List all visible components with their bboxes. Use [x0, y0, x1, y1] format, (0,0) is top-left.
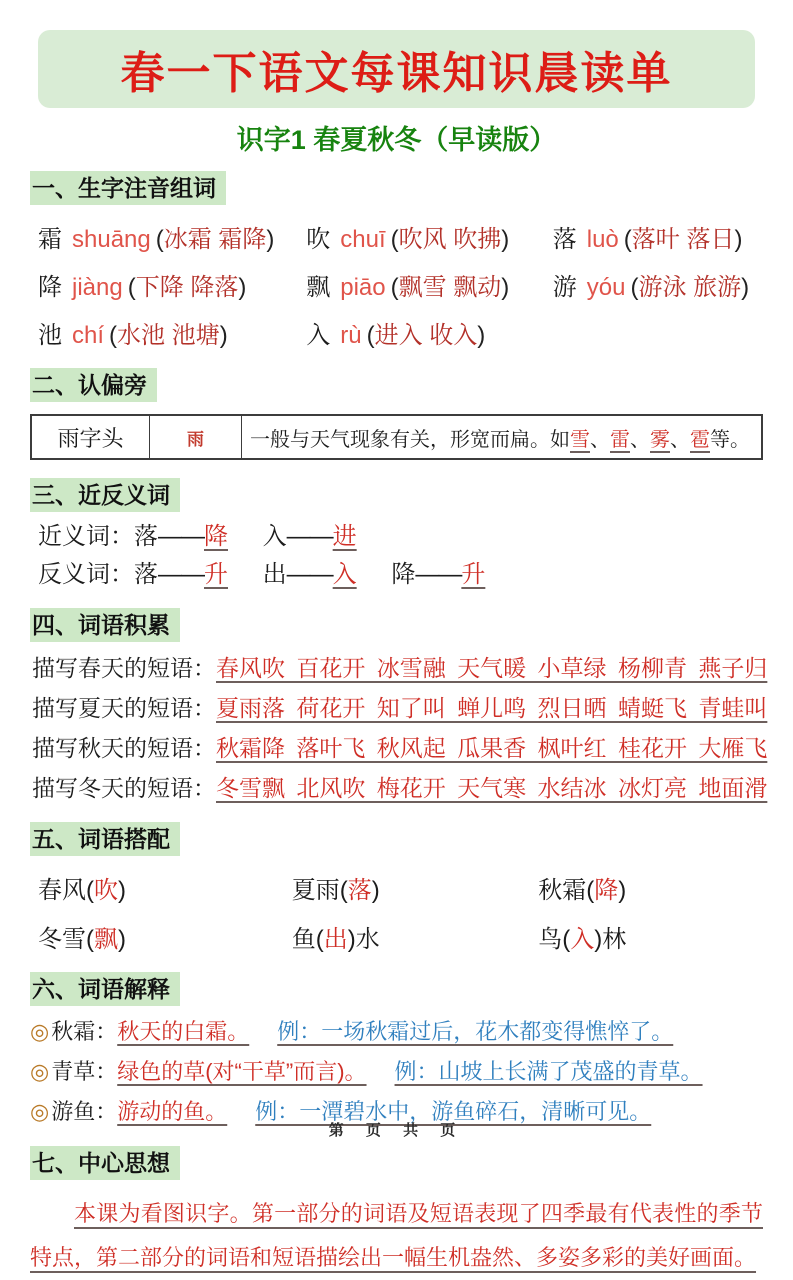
separator: 、: [590, 428, 610, 451]
word-group: 游泳 旅游: [638, 274, 742, 301]
phrase-label: 描写春天的短语：: [32, 655, 216, 681]
double-circle-bullet-icon: ◎: [30, 1019, 50, 1044]
pinyin-entry: [306, 315, 553, 350]
phrase-row-spring: [32, 648, 768, 688]
word-pair: [391, 561, 485, 588]
radical-description-cell: [242, 416, 761, 458]
collocation-pre: 鱼(: [291, 926, 324, 953]
phrase-list: 夏雨落 荷花开 知了叫 蝉儿鸣 烈日晒 蜻蜓飞 青蛙叫: [216, 695, 768, 721]
section-heading-collocation: 五、词语搭配: [30, 822, 180, 856]
collocation-pre: 夏雨(: [291, 877, 348, 904]
synonym-row: [38, 518, 763, 556]
phrase-list: 春风吹 百花开 冰雪融 天气暖 小草绿 杨柳青 燕子归: [216, 655, 768, 681]
pinyin: luò: [586, 226, 619, 253]
collocation-item: [538, 870, 763, 905]
collocation-post: )林: [594, 926, 627, 953]
hanzi: 降: [38, 274, 62, 301]
phrase-list: 冬雪飘 北风吹 梅花开 天气寒 水结冰 冰灯亮 地面滑: [216, 775, 768, 801]
radical-desc-prefix: 一般与天气现象有关，形宽而扁。如: [250, 428, 570, 451]
collocation-answer: 降: [594, 877, 619, 904]
phrase-row-summer: [32, 688, 768, 728]
pinyin-entry: [306, 219, 553, 254]
definition-text: 游动的鱼。: [117, 1099, 228, 1124]
collocation-pre: 冬雪(: [38, 926, 94, 953]
definition-item: [30, 1052, 763, 1092]
collocation-answer: 吹: [94, 877, 118, 904]
word-pair: [263, 561, 357, 588]
paren-close: ): [501, 226, 510, 253]
pinyin: rù: [340, 322, 362, 349]
pinyin: shuāng: [72, 226, 151, 253]
collocation-post: ): [118, 877, 126, 904]
section-heading-central-idea: 七、中心思想: [30, 1146, 180, 1180]
collocation-item: [38, 919, 292, 954]
collocation-item: [538, 919, 763, 954]
radical-glyph-cell: [150, 416, 242, 458]
pinyin-entry: [38, 219, 306, 254]
central-idea-paragraph: 本课为看图识字。第一部分的词语及短语表现了四季最有代表性的季节特点，第二部分的词语和短语描绘出一幅生机盎然、多姿多彩的美好画面。: [30, 1201, 763, 1270]
pinyin-word-grid: [38, 219, 763, 350]
hanzi: 落: [552, 226, 577, 253]
section-heading-radical: 二、认偏旁: [30, 368, 157, 402]
rain-radical-glyph: 雨: [187, 429, 204, 449]
example-sentence: 例：一场秋霜过后，花木都变得憔悴了。: [277, 1019, 674, 1044]
radical-table: [30, 414, 763, 460]
paren-close: ): [219, 322, 228, 349]
answer-char: 进: [332, 523, 357, 550]
radical-example-char: 雪: [570, 428, 590, 451]
word-group: 飘雪 飘动: [398, 274, 502, 301]
word-group: 进入 收入: [374, 322, 478, 349]
pinyin-entry: [553, 267, 763, 302]
word-group: 吹风 吹拂: [398, 226, 502, 253]
collocation-post: ): [118, 926, 126, 953]
pinyin-entry: [553, 219, 763, 254]
collocation-grid: [38, 870, 763, 954]
paren-open: (: [390, 226, 399, 253]
phrase-list: 秋霜降 落叶飞 秋风起 瓜果香 枫叶红 桂花开 大雁飞: [216, 735, 768, 761]
paren-open: (: [127, 274, 136, 301]
radical-name-cell: 雨字头: [32, 416, 150, 458]
hanzi: 游: [552, 274, 577, 301]
collocation-answer: 落: [347, 877, 372, 904]
pinyin-entry: [38, 315, 306, 350]
section-heading-pinyin-words: 一、生字注音组词: [30, 171, 226, 205]
radical-example-char: 雷: [610, 428, 630, 451]
hanzi: 霜: [38, 226, 62, 253]
answer-char: 降: [204, 523, 228, 550]
double-circle-bullet-icon: ◎: [30, 1059, 50, 1084]
collocation-pre: 春风(: [38, 877, 94, 904]
paren-open: (: [623, 226, 632, 253]
dash: ——: [158, 561, 204, 588]
section-heading-definitions: 六、词语解释: [30, 972, 180, 1006]
dash: ——: [158, 523, 204, 550]
example-sentence: 例：一潭碧水中，游鱼碎石，清晰可见。: [255, 1099, 652, 1124]
hanzi: 池: [38, 322, 62, 349]
hanzi: 入: [306, 322, 331, 349]
paren-close: ): [741, 274, 750, 301]
pair-word: 出: [262, 561, 287, 588]
definition-term: 游鱼：: [51, 1099, 118, 1124]
word-pair: [263, 523, 357, 550]
collocation-item: [38, 870, 292, 905]
collocation-post: )水: [347, 926, 380, 953]
pair-label: 反义词：落: [38, 561, 158, 588]
pinyin: jiàng: [72, 274, 123, 301]
definition-item: [30, 1012, 763, 1052]
paren-close: ): [238, 274, 247, 301]
phrase-label: 描写冬天的短语：: [32, 775, 216, 801]
antonym-row: [38, 556, 763, 594]
word-pair: [38, 523, 228, 550]
word-group: 下降 降落: [135, 274, 239, 301]
dash: ——: [286, 523, 333, 550]
paren-open: (: [155, 226, 164, 253]
paren-close: ): [266, 226, 275, 253]
paren-close: ): [501, 274, 510, 301]
separator: 、: [670, 428, 690, 451]
answer-char: 入: [332, 561, 357, 588]
worksheet-page: [0, 30, 793, 1280]
word-group: 落叶 落日: [631, 226, 735, 253]
paren-open: (: [366, 322, 375, 349]
paren-close: ): [734, 226, 743, 253]
phrase-row-autumn: [32, 728, 768, 768]
page-footer: 第 页 共 页: [328, 1122, 465, 1139]
word-pair: [38, 561, 228, 588]
pair-word: 降: [391, 561, 416, 588]
phrase-row-winter: [32, 768, 768, 808]
page-title-banner: [38, 30, 755, 108]
definition-text: 秋天的白霜。: [117, 1019, 250, 1044]
word-group: 冰霜 霜降: [163, 226, 267, 253]
paren-open: (: [630, 274, 639, 301]
definition-text: 绿色的草(对“干草”而言)。: [117, 1059, 367, 1084]
answer-char: 升: [204, 561, 228, 588]
collocation-answer: 飘: [94, 926, 118, 953]
page-title: 春一下语文每课知识晨读单: [120, 49, 673, 98]
collocation-post: ): [371, 877, 380, 904]
separator: 、: [630, 428, 650, 451]
dash: ——: [415, 561, 462, 588]
phrase-label: 描写秋天的短语：: [32, 735, 216, 761]
pinyin: chí: [72, 322, 105, 349]
collocation-pre: 秋霜(: [538, 877, 595, 904]
collocation-answer: 出: [323, 926, 348, 953]
collocation-answer: 入: [570, 926, 595, 953]
collocation-item: [292, 870, 539, 905]
pinyin-entry: [306, 267, 553, 302]
radical-example-char: 雾: [650, 428, 670, 451]
pinyin: yóu: [586, 274, 626, 301]
double-circle-bullet-icon: ◎: [30, 1099, 50, 1124]
collocation-post: ): [618, 877, 627, 904]
pinyin: chuī: [340, 226, 386, 253]
hanzi: 飘: [306, 274, 331, 301]
collocation-pre: 鸟(: [538, 926, 571, 953]
paren-open: (: [390, 274, 399, 301]
paren-open: (: [109, 322, 118, 349]
pinyin: piāo: [340, 274, 386, 301]
collocation-item: [292, 919, 539, 954]
dash: ——: [286, 561, 333, 588]
definition-term: 秋霜：: [51, 1019, 118, 1044]
radical-desc-suffix: 等。: [710, 428, 750, 451]
paren-close: ): [477, 322, 486, 349]
hanzi: 吹: [306, 226, 331, 253]
radical-example-char: 雹: [690, 428, 710, 451]
pair-label: 近义词：落: [38, 523, 158, 550]
section-heading-synonyms-antonyms: 三、近反义词: [30, 478, 180, 512]
answer-char: 升: [461, 561, 486, 588]
section-heading-accumulation: 四、词语积累: [30, 608, 180, 642]
word-group: 水池 池塘: [117, 322, 220, 349]
pair-word: 入: [262, 523, 287, 550]
example-sentence: 例：山坡上长满了茂盛的青草。: [394, 1059, 703, 1084]
definition-term: 青草：: [51, 1059, 118, 1084]
phrase-label: 描写夏天的短语：: [32, 695, 216, 721]
lesson-subtitle: 识字1 春夏秋冬（早读版）: [236, 125, 557, 155]
pinyin-entry: [38, 267, 306, 302]
